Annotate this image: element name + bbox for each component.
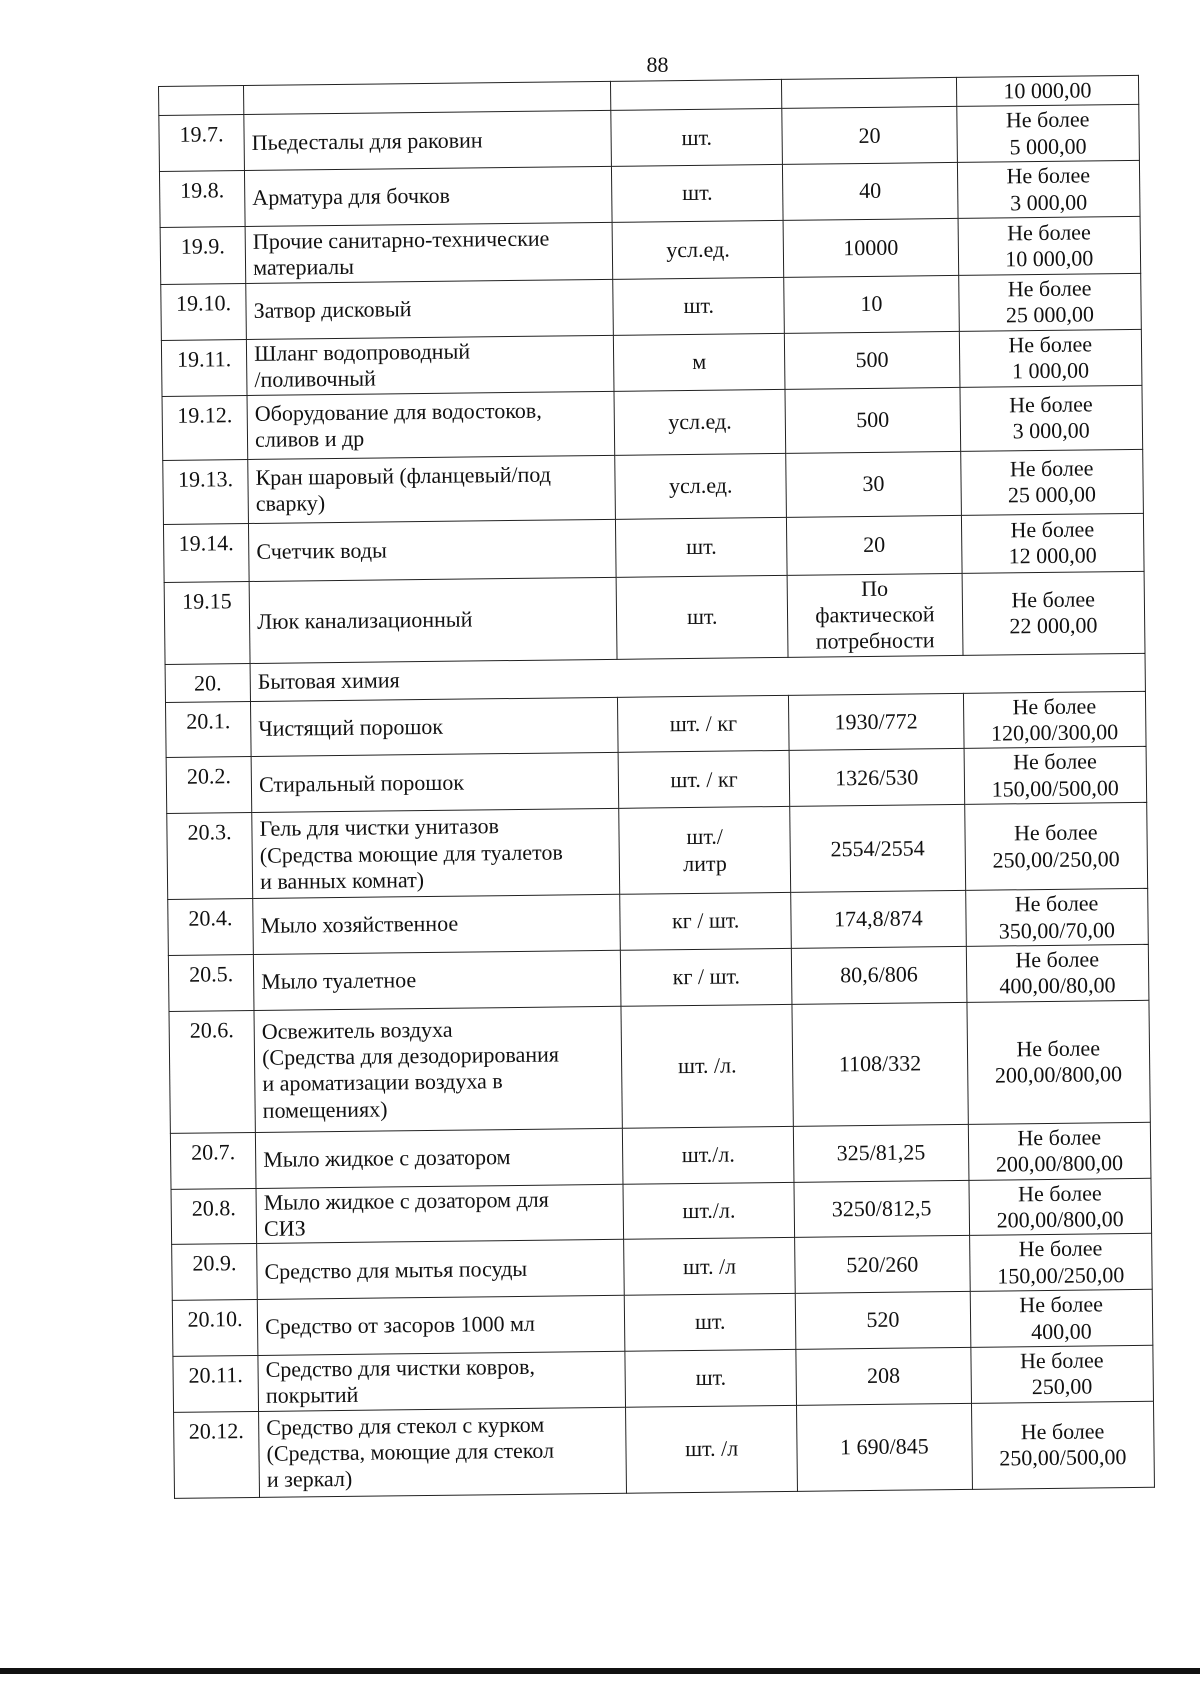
item-quantity: 10000 xyxy=(783,218,958,277)
row-number: 19.10. xyxy=(161,283,247,340)
item-quantity: 3250/812,5 xyxy=(794,1180,969,1238)
row-number: 19.11. xyxy=(161,339,247,396)
item-max-price: Не более 350,00/70,00 xyxy=(965,889,1148,947)
item-name: Стиральный порошок xyxy=(251,753,619,813)
item-name: Шланг водопроводный /поливочный xyxy=(246,335,614,395)
item-name: Люк канализационный xyxy=(249,577,617,663)
item-quantity: 20 xyxy=(787,515,962,575)
item-name: Мыло жидкое с дозатором для СИЗ xyxy=(256,1184,624,1244)
row-number: 20. xyxy=(165,663,251,702)
row-number: 20.12. xyxy=(174,1411,260,1498)
item-name: Чистящий порошок xyxy=(251,697,619,757)
item-name: Мыло туалетное xyxy=(253,950,621,1010)
table-row xyxy=(164,571,1145,664)
row-number: 20.3. xyxy=(167,813,253,900)
item-quantity: 1930/772 xyxy=(789,693,964,751)
row-number: 20.1. xyxy=(165,701,251,758)
item-quantity: 30 xyxy=(786,451,961,517)
item-quantity: 80,6/806 xyxy=(792,946,967,1004)
row-number: 20.2. xyxy=(166,757,252,814)
item-max-price: Не более 25 000,00 xyxy=(960,449,1143,515)
item-quantity: 40 xyxy=(783,163,958,221)
table-row xyxy=(162,385,1143,460)
item-quantity: 1108/332 xyxy=(792,1002,968,1126)
item-name: Средство для мытья посуды xyxy=(257,1240,625,1300)
item-name: Затвор дисковый xyxy=(246,279,614,339)
row-number: 20.7. xyxy=(170,1132,256,1189)
item-unit: усл.ед. xyxy=(615,453,787,519)
item-unit: шт. /л. xyxy=(621,1004,794,1128)
item-quantity: 2554/2554 xyxy=(790,805,965,893)
item-quantity: 500 xyxy=(785,331,960,389)
item-quantity: По фактической потребности xyxy=(787,573,962,657)
row-number: 19.8. xyxy=(159,171,245,228)
item-unit: м xyxy=(613,333,785,391)
row-number: 19.7. xyxy=(159,115,245,172)
table-row xyxy=(169,1000,1150,1133)
item-name xyxy=(244,81,611,115)
item-unit: шт. /л xyxy=(624,1238,796,1296)
row-number: 20.9. xyxy=(172,1244,258,1301)
item-max-price: Не более 25 000,00 xyxy=(958,273,1141,331)
row-number: 19.15 xyxy=(164,581,250,664)
item-quantity xyxy=(782,77,957,108)
item-quantity: 520/260 xyxy=(795,1236,970,1294)
item-quantity: 208 xyxy=(796,1347,971,1405)
item-name: Кран шаровый (фланцевый/под сварку) xyxy=(248,455,616,523)
item-name: Оборудование для водостоков, сливов и др xyxy=(247,391,615,459)
table-row xyxy=(163,449,1144,524)
item-quantity: 325/81,25 xyxy=(794,1124,969,1182)
item-unit: шт. xyxy=(612,165,784,223)
item-unit xyxy=(611,79,783,110)
row-number: 20.8. xyxy=(171,1188,257,1245)
item-unit: усл.ед. xyxy=(612,220,784,279)
item-max-price: Не более 150,00/250,00 xyxy=(969,1234,1152,1292)
item-max-price: Не более 3 000,00 xyxy=(959,385,1142,451)
item-unit: шт. / кг xyxy=(618,695,790,753)
item-max-price: Не более 10 000,00 xyxy=(958,216,1141,275)
item-name: Средство для чистки ковров, покрытий xyxy=(258,1351,626,1411)
item-unit: усл.ед. xyxy=(614,389,786,455)
item-quantity: 10 xyxy=(784,275,959,333)
item-unit: кг / шт. xyxy=(620,948,792,1006)
item-quantity: 1 690/845 xyxy=(797,1403,972,1491)
item-max-price: 10 000,00 xyxy=(956,75,1139,106)
item-name: Мыло хозяйственное xyxy=(253,895,621,955)
item-max-price: Не более 1 000,00 xyxy=(959,329,1142,387)
item-quantity: 20 xyxy=(782,107,957,165)
item-unit: кг / шт. xyxy=(620,893,792,951)
item-name: Счетчик воды xyxy=(249,519,617,581)
item-name: Арматура для бочков xyxy=(245,167,613,227)
item-unit: шт./ литр xyxy=(619,807,791,895)
item-unit: шт. xyxy=(613,277,785,335)
row-number: 19.12. xyxy=(162,395,248,460)
item-unit: шт. xyxy=(611,109,783,167)
item-max-price: Не более 5 000,00 xyxy=(956,105,1139,163)
procurement-table xyxy=(158,75,1155,1499)
item-unit: шт./л. xyxy=(622,1126,794,1184)
item-quantity: 520 xyxy=(795,1292,970,1350)
item-unit: шт./л. xyxy=(623,1182,795,1240)
scan-edge-bar xyxy=(0,1668,1200,1674)
row-number: 20.5. xyxy=(168,955,254,1012)
item-unit: шт. xyxy=(616,575,788,659)
item-max-price: Не более 400,00/80,00 xyxy=(966,944,1149,1002)
row-number: 20.11. xyxy=(173,1355,259,1412)
item-max-price: Не более 250,00/250,00 xyxy=(964,803,1147,891)
row-number xyxy=(159,86,244,116)
item-quantity: 1326/530 xyxy=(789,749,964,807)
item-name: Гель для чистки унитазов (Средства моющие для туалетов и ванных комнат) xyxy=(252,809,620,899)
table-row xyxy=(167,803,1148,900)
item-max-price: Не более 250,00 xyxy=(970,1345,1153,1403)
item-max-price: Не более 22 000,00 xyxy=(962,571,1145,655)
item-quantity: 500 xyxy=(785,387,960,453)
item-max-price: Не более 120,00/300,00 xyxy=(963,691,1146,749)
row-number: 20.4. xyxy=(168,899,254,956)
row-number: 19.13. xyxy=(163,459,249,524)
item-max-price: Не более 200,00/800,00 xyxy=(966,1000,1150,1124)
item-max-price: Не более 12 000,00 xyxy=(961,513,1144,573)
item-unit: шт. / кг xyxy=(618,751,790,809)
row-number: 20.6. xyxy=(169,1010,255,1133)
item-unit: шт. xyxy=(624,1294,796,1352)
item-max-price: Не более 250,00/500,00 xyxy=(971,1401,1154,1489)
item-name: Пьедесталы для раковин xyxy=(244,111,612,171)
item-max-price: Не более 150,00/500,00 xyxy=(964,747,1147,805)
item-name: Средство для стекол с курком (Средства, моющие для стекол и зеркал) xyxy=(259,1407,627,1497)
item-max-price: Не более 200,00/800,00 xyxy=(968,1122,1151,1180)
table-body xyxy=(159,75,1155,1498)
item-quantity: 174,8/874 xyxy=(791,891,966,949)
item-name: Мыло жидкое с дозатором xyxy=(255,1128,623,1188)
item-unit: шт. /л xyxy=(626,1405,798,1493)
item-max-price: Не более 3 000,00 xyxy=(957,161,1140,219)
item-unit: шт. xyxy=(616,517,788,577)
item-name: Освежитель воздуха (Средства для дезодорирования и ароматизации воздуха в помещениях) xyxy=(254,1006,622,1132)
table-row xyxy=(174,1401,1155,1498)
page-number: 88 xyxy=(646,52,669,77)
row-number: 19.14. xyxy=(163,523,249,582)
section-title: Бытовая химия xyxy=(250,653,1145,701)
item-unit: шт. xyxy=(625,1349,797,1407)
item-max-price: Не более 200,00/800,00 xyxy=(968,1178,1151,1236)
row-number: 20.10. xyxy=(172,1300,258,1357)
item-name: Прочие санитарно-технические материалы xyxy=(245,222,613,283)
row-number: 19.9. xyxy=(160,226,246,284)
item-max-price: Не более 400,00 xyxy=(970,1289,1153,1347)
item-name: Средство от засоров 1000 мл xyxy=(257,1295,625,1355)
